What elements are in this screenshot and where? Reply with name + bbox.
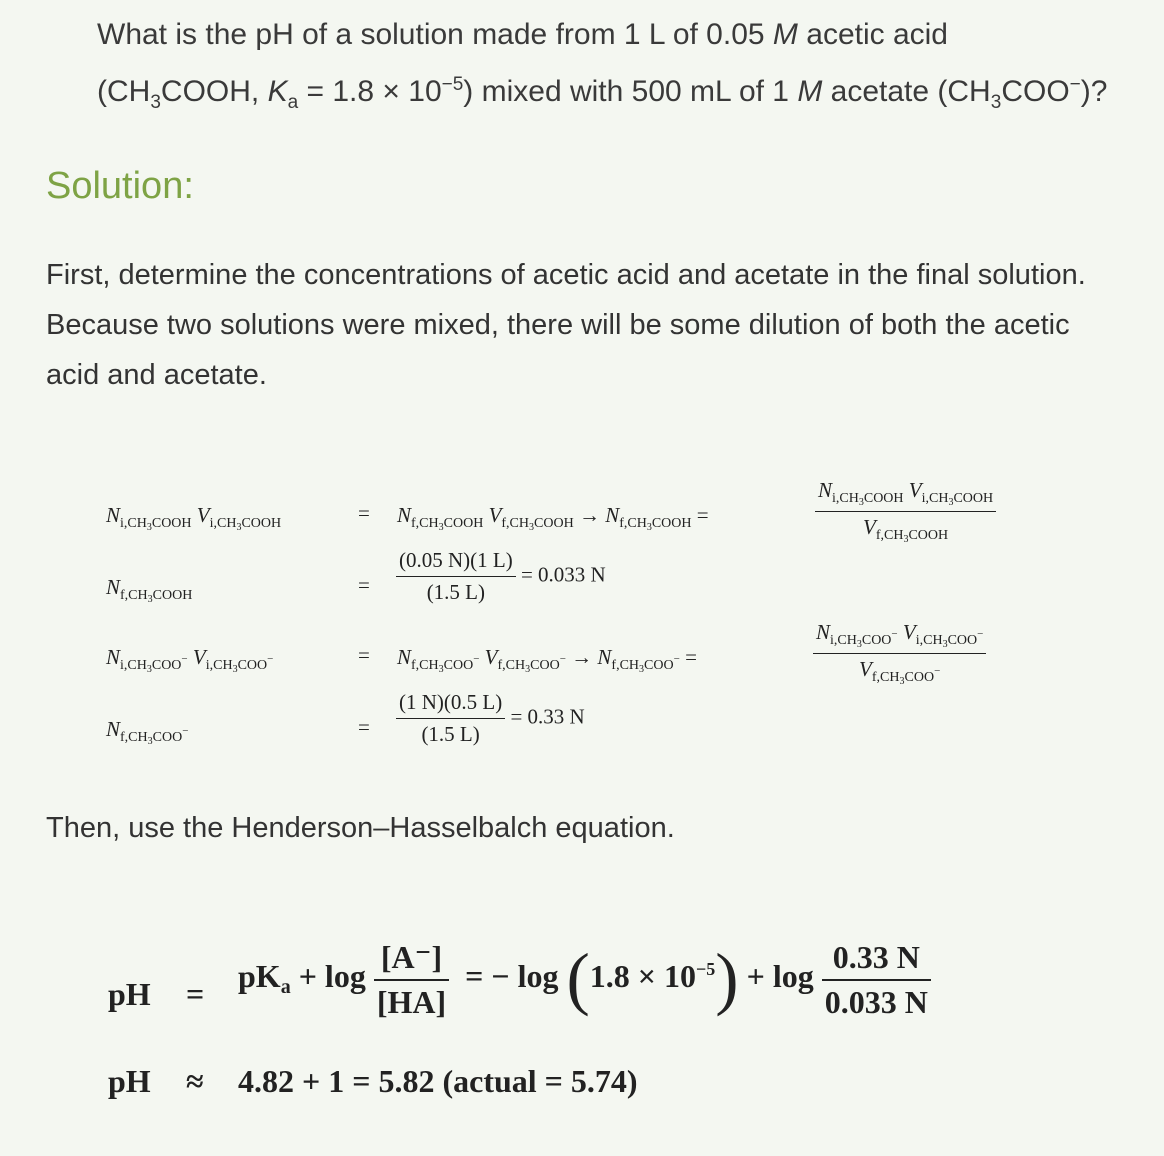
eq-row4-equals: = [358, 715, 370, 739]
eq-row4-rhs: $\frac{(1 N)(0.5 L)}{(1.5 L)}$ = 0.33 N [396, 690, 585, 747]
question-line-2: ($CH_3COOH$, $K_a = 1.8 \times 10^{-5}$) mixed with 500 mL of 1 M acetate $(CH_3COO^-)$? [97, 74, 1108, 113]
question-text [97, 10, 1107, 128]
hh-line1-equals: = [186, 976, 205, 1012]
eq-row2-rhs: $\frac{(0.05 N)(1 L)}{(1.5 L)}$ = 0.033 N [396, 548, 606, 605]
hh-line1-ph: pH [108, 976, 151, 1012]
question-line-1: What is the pH of a solution made from 1 L of 0.05 M acetic acid [97, 18, 948, 51]
hh-line1-rhs: pKa + log $\frac{[A^-]}{[HA]}$ = − $\log (1.8 \times 10^{-5}) + \log$ $\frac{0.33 N}{0.033 N}$ [238, 938, 931, 1021]
eq-row1-fraction: $\frac{N_{i,CH_3COOH} V_{i,CH_3COOH}}{V_{f,CH_3COOH}}$ [815, 478, 996, 545]
hh-line2-approx: ≈ [186, 1063, 204, 1099]
eq-row1-lhs: $N_{i,CH_3COOH}$ $V_{i,CH_3COOH}$ [106, 503, 282, 533]
explanation-paragraph: First, determine the concentrations of acetic acid and acetate in the final solution. Because two solutions were mixed, there will be some dilution of both the acetic acid and acetate. [46, 259, 1086, 391]
eq-row3-lhs: $N_{i,CH_3COO^-}$ $V_{i,CH_3COO^-}$ [106, 645, 274, 675]
hh-line2-result: 4.82 + 1 = 5.82 (actual = 5.74) [238, 1063, 638, 1099]
eq-row2-lhs: $N_{f,CH_3COOH}$ [106, 575, 193, 605]
eq-row3-fraction: $\frac{N_{i,CH_3COO^-} V_{i,CH_3COO^-}}{V_{f,CH_3COO^-}}$ [813, 620, 986, 687]
eq-row1-rhs: $N_{f,CH_3COOH}$ $V_{f,CH_3COOH} \to N_{f,CH_3COOH}$ = [397, 503, 709, 533]
hh-line2-ph: pH [108, 1063, 151, 1099]
solution-heading: Solution: [46, 165, 194, 207]
eq-row2-equals: = [358, 573, 370, 597]
eq-row4-lhs: $N_{f,CH_3COO^-}$ [106, 717, 189, 747]
eq-row1-equals: = [358, 501, 370, 525]
eq-row3-rhs: $N_{f,CH_3COO^-}$ $V_{f,CH_3COO^-} \to N_{f,CH_3COO^-}$ = [397, 645, 697, 675]
eq-row3-equals: = [358, 643, 370, 667]
henderson-hasselbalch-intro: Then, use the Henderson–Hasselbalch equation. [46, 812, 675, 844]
